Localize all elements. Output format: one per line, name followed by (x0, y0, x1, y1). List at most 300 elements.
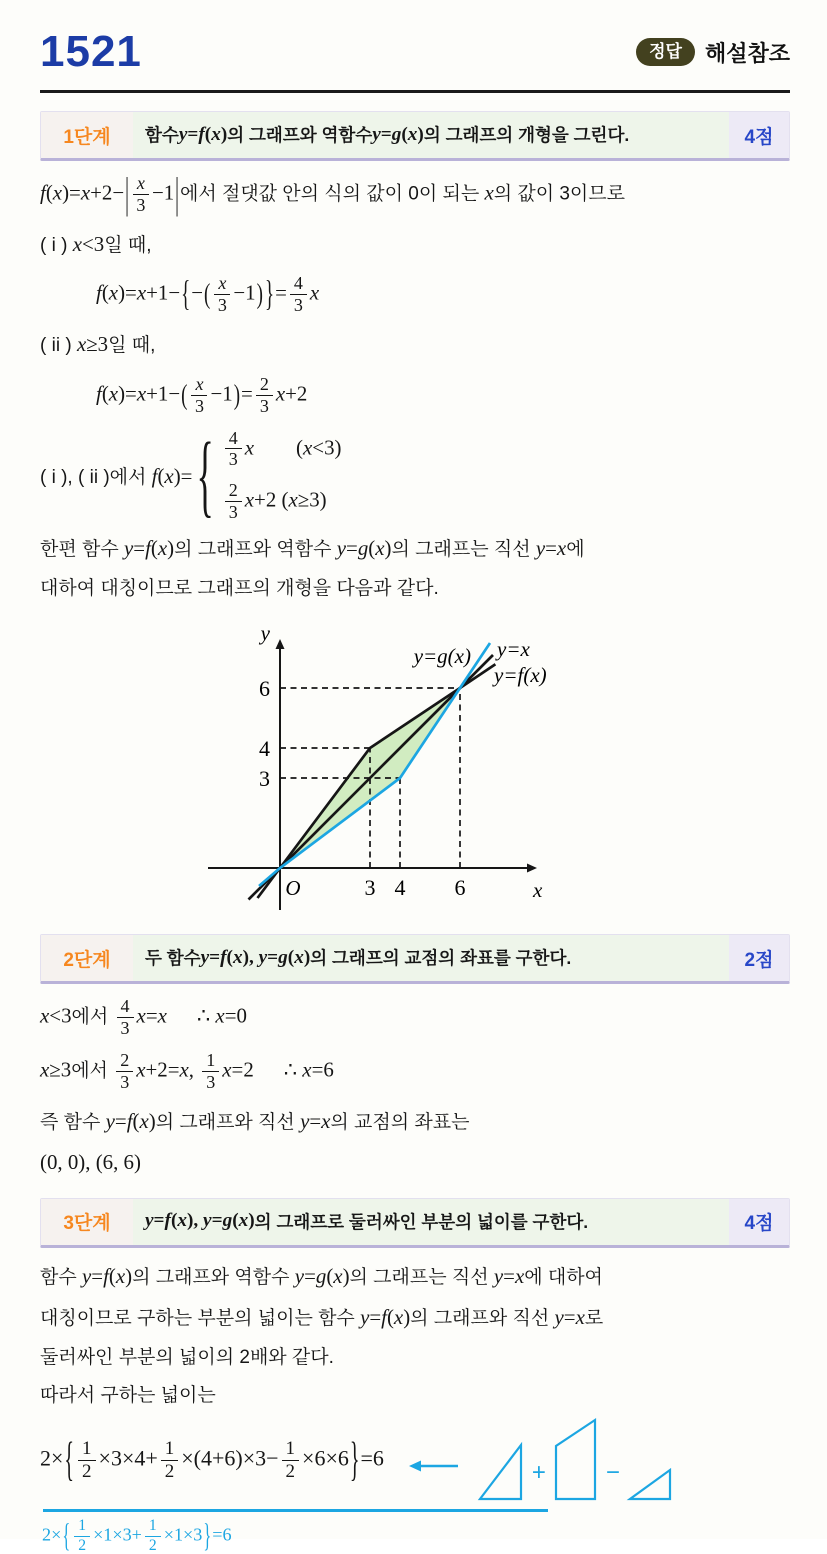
korean-text: 의 그래프는 직선 (349, 1266, 494, 1288)
korean-text: 에 대하여 (524, 1266, 603, 1288)
korean-text: 의 그래프와 역함수 (132, 1266, 295, 1288)
fraction-numerator: 1 (282, 1439, 300, 1461)
math-run: =0 (224, 1003, 247, 1028)
step1-header-box (40, 111, 790, 161)
math-text (245, 488, 327, 512)
math-run: =2 (231, 1057, 254, 1082)
math-run: ( (101, 280, 109, 305)
piecewise-row-2 (222, 481, 342, 522)
math-run: x (294, 946, 304, 968)
math-text (276, 381, 308, 405)
math-run: ( (45, 180, 53, 205)
large-triangle-shape (479, 1443, 523, 1501)
math-run: y (336, 536, 347, 561)
math-run: f (40, 180, 46, 205)
fraction (78, 1439, 96, 1482)
math-run: y (178, 123, 188, 145)
fraction (74, 1518, 90, 1554)
math-run: y (123, 536, 134, 561)
math-run: = (241, 381, 253, 406)
piecewise-row-1 (222, 429, 342, 470)
math-run: = (380, 123, 392, 145)
korean-text: 에 (566, 539, 585, 561)
math-text (310, 281, 319, 305)
korean-text: 즉 함수 (40, 1111, 106, 1133)
x-tick-label: 4 (394, 875, 406, 901)
fraction-numerator: 1 (74, 1518, 90, 1536)
korean-text: 의 그래프의 교점의 좌표를 구한다. (310, 947, 572, 968)
math-text (337, 536, 392, 560)
math-run: y (200, 946, 210, 968)
delimiter: } (203, 1515, 212, 1554)
math-text (360, 1305, 410, 1329)
math-run: f (220, 946, 227, 968)
math-run: y (554, 1305, 564, 1330)
math-run: ×1×3 (163, 1524, 203, 1545)
korean-text: 로 (584, 1308, 604, 1330)
math-text (181, 1446, 278, 1471)
math-text (302, 1446, 349, 1471)
math-run: g (222, 1210, 233, 1232)
delimiter: ( (181, 379, 188, 411)
fraction (191, 375, 207, 416)
function-graph (180, 618, 600, 923)
fraction-numerator: 1 (161, 1439, 179, 1461)
math-run: x (514, 1263, 525, 1288)
math-run: x (108, 381, 119, 406)
math-run: x (136, 381, 147, 406)
math-run: y (258, 946, 268, 968)
delimiter: | (125, 170, 129, 219)
korean-text: 함수 (145, 124, 179, 145)
math-text (40, 1004, 72, 1028)
math-run: x (302, 1057, 312, 1082)
math-text (136, 1057, 199, 1081)
math-run: +2− (90, 180, 125, 205)
math-run: ) (342, 1263, 350, 1288)
piecewise-definition (40, 424, 790, 527)
fraction-denominator: 3 (136, 194, 146, 215)
math-text (210, 381, 232, 405)
fraction-denominator: 3 (206, 1071, 216, 1092)
fraction (145, 1518, 161, 1554)
fraction (256, 375, 273, 416)
fraction-numerator: 2 (225, 481, 242, 502)
math-run: ( (132, 1108, 140, 1133)
fraction (225, 429, 242, 470)
math-run: )= (118, 280, 137, 305)
fraction (214, 274, 230, 315)
math-run: x (375, 536, 385, 561)
math-run: x (115, 1263, 126, 1288)
math-text (555, 1305, 585, 1329)
g-curve-label: y=g(x) (413, 644, 471, 669)
math-run: y (493, 1263, 504, 1288)
korean-text: 함수 (40, 1266, 82, 1288)
math-text (241, 381, 253, 405)
area-text-line4 (40, 1381, 790, 1411)
math-run: x (136, 280, 147, 305)
math-run: ≥3 (86, 332, 109, 357)
math-text (40, 1150, 141, 1174)
korean-text: 일 때, (108, 335, 156, 357)
math-text (372, 121, 424, 150)
math-text (124, 536, 174, 560)
math-text (197, 1004, 247, 1028)
math-run: =6 (360, 1445, 384, 1471)
math-text (212, 1525, 231, 1545)
piecewise-prefix (40, 462, 192, 489)
math-run: g (315, 1263, 327, 1288)
area-text-line2 (40, 1301, 790, 1334)
math-run: ×6×6 (302, 1445, 349, 1471)
math-run: f (164, 1210, 171, 1232)
math-text (245, 435, 254, 459)
math-run: ), (187, 1210, 204, 1232)
step2-header-box (40, 934, 790, 984)
math-text (137, 1004, 167, 1028)
step3-label: 3단계 (41, 1199, 133, 1245)
piecewise-brace: { (196, 424, 214, 527)
step1-description (133, 112, 729, 158)
fraction-numerator: x (191, 375, 207, 396)
math-text (275, 281, 287, 305)
math-text (164, 1525, 203, 1545)
korean-text: 의 값이 3이므로 (493, 183, 625, 205)
math-run: ×3×4+ (98, 1445, 158, 1471)
math-run: −1 (210, 381, 233, 406)
math-run: ( (226, 946, 233, 968)
case1-equation-line (96, 274, 790, 315)
left-arrow-icon (408, 1458, 460, 1474)
small-triangle-shape-outline (630, 1470, 670, 1499)
intersection-summary-line (40, 1105, 790, 1138)
math-run: ) (303, 946, 311, 968)
x-axis-arrow (527, 864, 537, 873)
math-run: ( (108, 1263, 116, 1288)
trapezoid-shape-outline (556, 1420, 595, 1499)
step3-header-box (40, 1198, 790, 1248)
math-run: ) (167, 536, 175, 561)
math-run: g (278, 946, 288, 968)
math-text (152, 180, 174, 204)
final-area-row (40, 1419, 790, 1501)
math-run: 2× (40, 1445, 64, 1471)
math-text (77, 332, 108, 356)
math-run: = (503, 1263, 515, 1288)
math-run: x (275, 381, 286, 406)
math-run: = (304, 1263, 316, 1288)
math-run: −1 (233, 280, 256, 305)
math-run: g (391, 123, 402, 145)
math-run: , (188, 1057, 200, 1082)
annotation-underline (43, 1509, 548, 1512)
symmetry-text-line2 (40, 574, 790, 604)
fraction-denominator: 3 (120, 1071, 130, 1092)
intersection-case2-line (40, 1051, 790, 1092)
math-text (40, 1446, 63, 1471)
math-text (536, 536, 566, 560)
math-text (233, 281, 255, 305)
x-axis-label: x (533, 878, 543, 903)
math-text (93, 1525, 142, 1545)
math-run: y (535, 536, 546, 561)
math-run: f (381, 1305, 387, 1330)
fraction-denominator: 3 (259, 395, 269, 416)
math-run: = (369, 1305, 382, 1330)
math-run: = (209, 946, 221, 968)
header-divider (40, 90, 790, 93)
step2-description (133, 935, 729, 981)
x-tick-label: 6 (454, 875, 466, 901)
fraction-numerator: 2 (256, 375, 273, 396)
math-run: x (40, 1057, 50, 1082)
math-run: +1− (146, 381, 181, 406)
math-text (494, 1264, 524, 1288)
math-run: y (105, 1108, 115, 1133)
f-curve-label: y=f(x) (494, 663, 547, 688)
math-run: ( (386, 1305, 394, 1330)
math-run: x (157, 1003, 167, 1028)
fraction (117, 997, 134, 1038)
math-run: = (145, 1003, 158, 1028)
intersection-case1-line (40, 997, 790, 1038)
math-run: f (198, 123, 205, 145)
math-run: y (82, 1263, 92, 1288)
math-run: ( (170, 1210, 178, 1232)
problem-number: 1521 (40, 27, 142, 76)
math-run: − (191, 280, 204, 305)
math-run: x (303, 434, 313, 459)
math-run: x (179, 1057, 189, 1082)
answer-area (636, 37, 790, 68)
math-run: x (139, 1108, 149, 1133)
math-run: = (91, 1263, 104, 1288)
math-run: = (211, 1210, 223, 1232)
origin-label: O (285, 876, 301, 901)
math-run: f (151, 463, 158, 488)
math-run: = (133, 536, 146, 561)
y-tick-label: 4 (259, 736, 270, 762)
step2-points-badge: 2점 (729, 935, 789, 981)
math-text (40, 1057, 71, 1081)
fraction-numerator: 1 (145, 1518, 161, 1536)
fraction (161, 1439, 179, 1482)
math-run: ) (403, 1305, 411, 1330)
math-run: y (360, 1305, 370, 1330)
math-run: x (136, 1003, 146, 1028)
delimiter: { (64, 1433, 75, 1487)
step1-points-badge: 4점 (729, 112, 789, 158)
math-run: x (244, 487, 255, 512)
math-run: ( (401, 123, 408, 145)
step3-description (133, 1199, 729, 1245)
math-run: = (187, 123, 199, 145)
korean-text: 에서 절댓값 안의 식의 값이 0이 되는 (179, 183, 485, 205)
math-run: ( (150, 536, 158, 561)
math-text (42, 1525, 61, 1545)
math-text (40, 180, 124, 204)
piecewise-rows (222, 429, 342, 523)
math-run: =6 (311, 1057, 334, 1082)
fraction-denominator: 2 (148, 1536, 157, 1554)
fraction (133, 174, 149, 215)
y-axis-arrow (276, 639, 285, 649)
math-run: x (76, 332, 87, 357)
math-run: = (153, 1210, 165, 1232)
math-text (145, 1207, 255, 1236)
case1-condition-line (40, 228, 790, 261)
math-text (82, 1264, 132, 1288)
step3-points-badge: 4점 (729, 1199, 789, 1245)
math-run: ) (417, 123, 424, 145)
math-run: x (108, 280, 119, 305)
math-run: ) (220, 123, 228, 145)
case2-equation-line (96, 375, 790, 416)
fraction-numerator: x (214, 274, 230, 295)
step2-label: 2단계 (41, 935, 133, 981)
math-text (360, 1446, 383, 1471)
math-run: )= (118, 381, 137, 406)
korean-text: 따라서 구하는 넓이는 (40, 1384, 216, 1406)
math-text (284, 1057, 334, 1081)
fraction-denominator: 3 (228, 449, 238, 470)
korean-text: 의 교점의 좌표는 (330, 1111, 470, 1133)
math-run: +2 (285, 381, 308, 406)
delimiter: | (175, 170, 179, 219)
math-run: ( (368, 536, 376, 561)
math-run: <3 (82, 231, 105, 256)
delimiter: ) (233, 379, 241, 411)
math-run: +1− (146, 280, 181, 305)
fraction-numerator: 4 (290, 274, 307, 295)
math-run: +2 ( (254, 487, 289, 512)
korean-text: 대칭이므로 구하는 부분의 넓이는 함수 (40, 1308, 361, 1330)
math-run: ) (384, 536, 392, 561)
fraction (202, 1051, 219, 1092)
math-run: ), (242, 946, 259, 968)
korean-text: 두 함수 (145, 947, 201, 968)
math-run: (0, 0), (6, 6) (40, 1150, 141, 1175)
korean-text: 한편 함수 (40, 539, 124, 561)
korean-text: 대하여 대칭이므로 그래프의 개형을 다음과 같다. (40, 577, 439, 599)
korean-text: 일 때, (104, 234, 152, 256)
math-run: 2× (42, 1524, 62, 1545)
identity-label: y=x (497, 637, 530, 662)
trapezoid-shape (555, 1419, 597, 1501)
math-run: x (288, 487, 298, 512)
math-run: ∴ (283, 1057, 303, 1082)
delimiter: ) (256, 279, 263, 311)
math-run: ( (204, 123, 212, 145)
math-run: = (545, 536, 557, 561)
page-header (40, 27, 790, 76)
math-run: x (232, 946, 243, 968)
math-run: y (203, 1210, 212, 1232)
fraction-denominator: 3 (228, 502, 238, 523)
fraction-numerator: 4 (117, 997, 134, 1018)
math-text (300, 1109, 330, 1133)
large-triangle-shape-outline (480, 1445, 521, 1499)
math-run: = (267, 946, 279, 968)
math-text (222, 1057, 254, 1081)
math-run: = (309, 1108, 322, 1133)
final-area-formula (40, 1433, 384, 1487)
math-run: ∴ (196, 1003, 216, 1028)
fraction (282, 1439, 300, 1482)
fraction (225, 481, 242, 522)
math-run: = (563, 1305, 576, 1330)
math-run: = (114, 1108, 127, 1133)
math-run: x (407, 123, 418, 145)
math-run: g (357, 536, 369, 561)
math-run: ( (287, 946, 295, 968)
math-run: x (238, 1210, 249, 1232)
math-run: ) (248, 1210, 255, 1232)
arrow-head (409, 1461, 421, 1472)
math-run: −1 (151, 180, 175, 205)
case2-condition-line (40, 328, 790, 361)
delimiter: } (349, 1433, 360, 1487)
delimiter: } (264, 274, 275, 315)
abs-value-definition-line (40, 170, 790, 219)
math-run: y (372, 123, 381, 145)
math-run: ( (326, 1263, 334, 1288)
fraction (116, 1051, 133, 1092)
intersection-points-line (40, 1146, 790, 1179)
arrow-wrap (408, 1458, 460, 1479)
fraction-denominator: 2 (285, 1460, 296, 1482)
math-run: x (177, 1210, 187, 1232)
math-text (106, 1109, 156, 1133)
answer-badge: 정답 (636, 38, 695, 66)
math-run: +2= (145, 1057, 180, 1082)
math-text (295, 1264, 350, 1288)
fraction-denominator: 2 (78, 1536, 87, 1554)
math-text (179, 121, 227, 150)
korean-text: 둘러싸인 부분의 넓이의 2배와 같다. (40, 1346, 334, 1368)
math-text (96, 381, 180, 405)
delimiter: { (62, 1515, 71, 1554)
math-run: )= (173, 463, 193, 488)
math-text (99, 1446, 158, 1471)
korean-text: 에서 (71, 1006, 114, 1028)
math-run: x (157, 536, 168, 561)
answer-value: 해설참조 (704, 40, 790, 66)
math-text (152, 464, 193, 488)
fraction-denominator: 3 (217, 295, 227, 316)
delimiter: ( (204, 279, 211, 311)
math-run: <3 (49, 1003, 72, 1028)
math-run: = (346, 536, 358, 561)
math-run: f (96, 280, 102, 305)
korean-text: 의 그래프의 개형을 그린다. (423, 124, 630, 145)
math-run: = (275, 280, 287, 305)
fraction-numerator: x (133, 174, 149, 195)
math-run: x (80, 180, 91, 205)
math-run: ( (296, 434, 303, 459)
fraction-numerator: 1 (78, 1439, 96, 1461)
math-run: ≥3) (297, 487, 327, 512)
math-run: f (126, 1108, 133, 1133)
korean-text: 의 그래프와 직선 (410, 1308, 555, 1330)
math-text (484, 180, 493, 204)
function-graph-figure (180, 618, 790, 928)
korean-text: ( i ), ( ii )에서 (40, 466, 152, 488)
math-run: x (72, 231, 82, 256)
math-run: f (96, 381, 102, 406)
area-decomposition-diagram (408, 1419, 672, 1501)
